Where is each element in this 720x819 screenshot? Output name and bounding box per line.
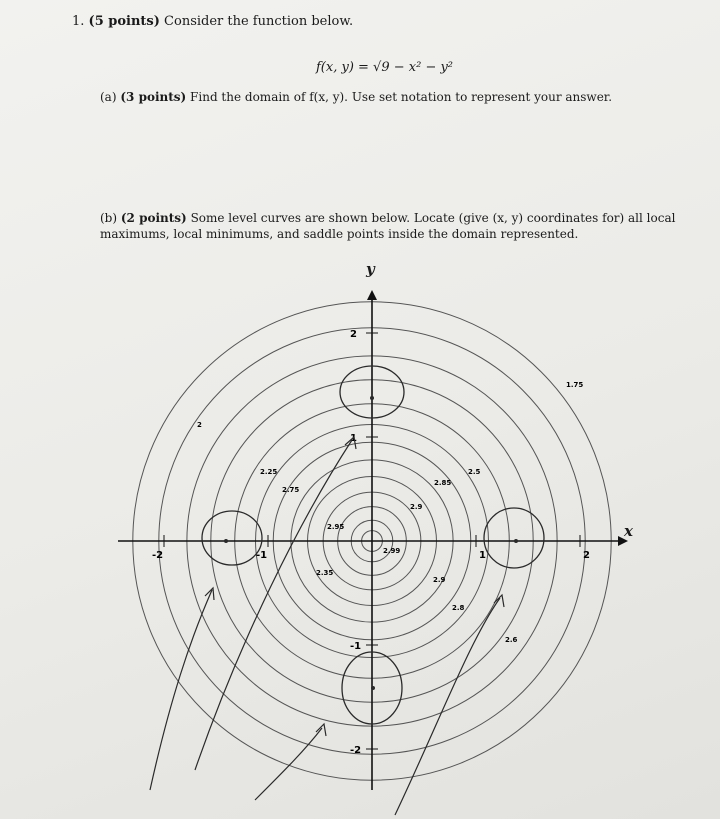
level-label: 2.8: [452, 604, 465, 612]
part-b-text: Some level curves are shown below. Locate (give (x, y) coordinates for) all local maximums, local minimums, and saddle points inside the domain represented.: [100, 211, 676, 241]
level-label: 2.5: [468, 468, 481, 476]
annotation-dot-left: [224, 539, 228, 543]
axis-ticks: [152, 329, 590, 756]
annotation-arrow-3: [255, 728, 322, 800]
level-label: 2.85: [434, 479, 452, 487]
y-tick-label: 2: [350, 329, 357, 340]
level-label: 2.25: [260, 468, 278, 476]
question-number: 1.: [72, 14, 85, 29]
level-label: 2.95: [327, 523, 345, 531]
x-axis-arrow: [618, 536, 628, 546]
part-a-label: (a): [100, 90, 117, 104]
handwritten-annotations: [150, 366, 544, 815]
function-formula: f(x, y) = √9 − x² − y²: [316, 60, 454, 75]
annotation-arrow-4: [395, 598, 500, 815]
x-tick-label: -2: [152, 550, 164, 561]
annotation-arrow-1: [150, 590, 212, 790]
question-points: (5 points): [88, 14, 160, 29]
level-label: 2.6: [505, 636, 518, 644]
level-label: 2: [197, 421, 202, 429]
annotation-dot-bottom: [371, 686, 375, 690]
y-tick-label: -1: [350, 641, 362, 652]
y-tick-label: 1: [350, 433, 357, 444]
x-tick-label: 2: [583, 550, 590, 561]
annotation-dot-top: [370, 396, 374, 400]
level-label: 1.75: [566, 381, 584, 389]
annotation-circle-right: [484, 508, 544, 568]
plot-axes: [118, 290, 628, 790]
y-axis-label: y: [366, 260, 375, 278]
part-a-text: Find the domain of f(x, y). Use set notation to represent your answer.: [190, 90, 613, 104]
part-a-points: (3 points): [120, 90, 187, 104]
annotation-arrow-1-head: [205, 588, 214, 600]
level-labels: [197, 381, 583, 644]
level-label: 2.99: [383, 547, 401, 555]
x-tick-label: 1: [479, 550, 486, 561]
y-axis-arrow: [367, 290, 377, 300]
question-prompt: Consider the function below.: [164, 14, 354, 29]
level-label: 2.9: [410, 503, 423, 511]
level-label: 2.35: [316, 569, 334, 577]
annotation-dot-right: [514, 539, 518, 543]
level-label: 2.75: [282, 486, 300, 494]
x-axis-label: x: [624, 522, 633, 540]
x-tick-label: -1: [256, 550, 268, 561]
part-b-label: (b): [100, 211, 118, 225]
part-b-points: (2 points): [120, 211, 187, 225]
y-tick-label: -2: [350, 745, 362, 756]
level-label: 2.9: [433, 576, 446, 584]
